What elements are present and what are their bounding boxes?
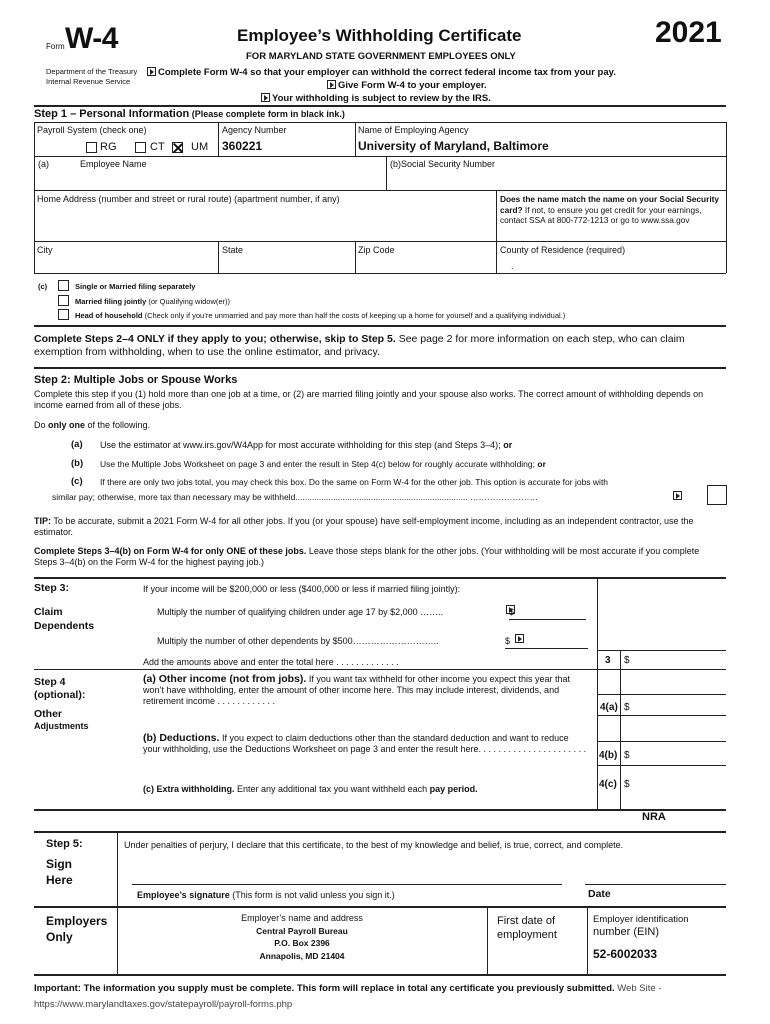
divider: [34, 105, 726, 107]
step2-heading: Step 2: Multiple Jobs or Spouse Works: [34, 374, 238, 386]
step4c-bold: (c) Extra withholding.: [143, 784, 235, 794]
ein-label-line-1: Employer identification: [593, 914, 689, 925]
total-line: Add the amounts above and enter the total here . . . . . . . . . . . . .: [143, 657, 399, 667]
employers-title-1: Employers: [46, 914, 108, 928]
skip-notice: [34, 333, 724, 359]
divider: [34, 325, 726, 327]
step4b-body: If you expect to claim deductions other than the standard deduction and want to reduce your withholding, use the Deductions Worksheet on page 3 and enter the result here. . . . . . . . . . . . . . . . . . . . . .: [143, 733, 587, 754]
step4b-bold: (b) Deductions.: [143, 732, 220, 744]
step5-label: [46, 838, 83, 850]
complete-steps-text: Leave those steps blank for the other jobs. (Your withholding will be most accurate if you complete Steps 3–4(b) on the Form W-4 for the highest paying job.): [34, 546, 700, 567]
divider: [34, 809, 726, 811]
arrow-icon: [327, 80, 336, 89]
first-date-line-2: employment: [497, 929, 557, 941]
state-label: State: [222, 245, 244, 255]
signature-caption: [137, 890, 395, 901]
nra-label: NRA: [642, 811, 666, 823]
option-b-label: (b): [71, 458, 84, 469]
employer-address-line: P.O. Box 2396: [274, 938, 330, 948]
divider: [34, 367, 726, 369]
divider: [34, 577, 726, 579]
footer-important: [34, 981, 724, 1013]
step5-label-text: Step 5:: [46, 838, 83, 850]
employer-city-line: Annapolis, MD 21404: [259, 950, 345, 961]
instruction-text: Complete Form W-4 so that your employer can withhold the correct federal income tax from your pay.: [158, 67, 616, 78]
other-dependents-line: Multiply the number of other dependents by $500………………………..: [157, 636, 439, 646]
payroll-rg-checkbox[interactable]: [86, 142, 97, 153]
option-b-text: Use the Multiple Jobs Worksheet on page 3 and enter the result in Step 4(c) below for roughly accurate withholding;: [100, 459, 536, 469]
step1-heading-row: [34, 108, 345, 120]
divider: [34, 190, 726, 191]
ein-label: [593, 913, 689, 939]
step1-heading-note: (Please complete form in black ink.): [191, 109, 345, 119]
divider: [587, 906, 588, 974]
divider: [34, 122, 726, 123]
option-b: [100, 459, 546, 470]
zip-label: Zip Code: [358, 245, 395, 255]
do-only-post: of the following.: [85, 420, 151, 430]
box-4a-label: 4(a): [600, 702, 618, 713]
agency-number-label: Agency Number: [222, 125, 287, 135]
instruction-1: [147, 67, 616, 78]
payroll-ct-label: CT: [150, 141, 165, 153]
income-line: If your income will be $200,000 or less ($400,000 or less if married filing jointly):: [143, 584, 461, 594]
step4-optional: (optional):: [34, 689, 86, 701]
step5-title-2: Here: [46, 873, 73, 887]
ssa-note-bold: Does the name match the name on your Social Security card?: [500, 194, 720, 215]
other-dollar: $: [505, 636, 511, 646]
arrow-icon: [261, 93, 270, 102]
ein-label-line-2: number (EIN): [593, 926, 660, 938]
filing-married-checkbox[interactable]: [58, 295, 69, 306]
footer-important-text: Important: The information you supply must be complete. This form will replace in total any certificate you previously submitted.: [34, 983, 615, 994]
box-4a-dollar[interactable]: $: [624, 702, 630, 713]
divider: [355, 122, 356, 156]
option-a-or: or: [503, 440, 513, 450]
county-label: County of Residence (required): [500, 245, 626, 255]
option-c-label: (c): [71, 476, 83, 487]
footer-website[interactable]: Web Site - https://www.marylandtaxes.gov/statepayroll/payroll-forms.php: [34, 983, 662, 1010]
children-line: Multiply the number of qualifying children under age 17 by $2,000 ……..: [157, 607, 444, 617]
perjury-statement: Under penalties of perjury, I declare that this certificate, to the best of my knowledge and belief, is true, correct, and complete.: [124, 840, 624, 850]
step3-title-2: Dependents: [34, 620, 95, 632]
field-a-label: (a): [38, 159, 49, 169]
instruction-3: [261, 93, 491, 104]
form-year: 2021: [655, 16, 722, 49]
divider: [34, 273, 726, 274]
children-amount-line[interactable]: [509, 619, 586, 620]
step4c-body-bold: pay period.: [429, 784, 478, 794]
payroll-um-label: UM: [191, 141, 209, 153]
divider: [487, 906, 488, 974]
employers-title-2: Only: [46, 930, 73, 944]
ein-value[interactable]: 52-6002033: [593, 947, 658, 961]
tip-text: To be accurate, submit a 2021 Form W-4 for all other jobs. If you (or your spouse) have self-employment income, including as an independent contractor, use the estimator.: [34, 516, 694, 537]
option-a-label: (a): [71, 439, 83, 450]
box-4b-label: 4(b): [599, 750, 618, 761]
home-address-label: Home Address (number and street or rural route) (apartment number, if any): [37, 194, 340, 204]
divider: [597, 715, 726, 716]
step2-do-only: [34, 420, 150, 431]
date-label: Date: [588, 888, 611, 900]
divider: [597, 577, 598, 809]
filing-hoh-note: (Check only if you’re unmarried and pay more than half the costs of keeping up a home for yourself and a qualifying individual.): [144, 311, 566, 320]
filing-married-note: (or Qualifying widow(er)): [148, 297, 231, 306]
step1-heading: Step 1 – Personal Information: [34, 108, 190, 120]
signature-line[interactable]: [132, 884, 562, 885]
form-title: Employee’s Withholding Certificate: [237, 26, 522, 45]
tip-label: TIP:: [34, 516, 51, 526]
step4a-body: If you want tax withheld for other income you expect this year that won’t have withholding, enter the amount of other income here. This may include interest, dividends, and retirement income . . . . . . . . . . . .: [143, 674, 570, 706]
step4c-text: [143, 784, 478, 795]
divider: [597, 694, 726, 695]
box-4b-dollar[interactable]: $: [624, 750, 630, 761]
option-a: [100, 440, 512, 451]
county-value[interactable]: .: [511, 261, 514, 271]
do-only-pre: Do: [34, 420, 49, 430]
form-label: Form: [46, 42, 65, 51]
date-line[interactable]: [585, 884, 726, 885]
payroll-rg-label: RG: [100, 141, 117, 153]
filing-hoh-row: [75, 311, 565, 320]
step4-title-1: Other: [34, 708, 63, 720]
filing-hoh-checkbox[interactable]: [58, 309, 69, 320]
signature-note: (This form is not valid unless you sign it.): [232, 890, 395, 900]
children-dollar: $: [509, 607, 515, 617]
step4-title-2: Adjustments: [34, 721, 89, 731]
form-subtitle: FOR MARYLAND STATE GOVERNMENT EMPLOYEES ONLY: [246, 51, 516, 62]
payroll-ct-checkbox[interactable]: [135, 142, 146, 153]
first-date-label: [497, 914, 557, 942]
divider: [355, 241, 356, 273]
option-b-or: or: [537, 459, 546, 469]
step3-title-1: Claim: [34, 606, 63, 618]
divider: [597, 650, 726, 651]
department-line: Department of the Treasury: [46, 67, 138, 76]
ssa-note-text: If not, to ensure you get credit for your earnings, contact SSA at 800-772-1213 or go to www.ssa.gov: [500, 204, 702, 225]
step4a-text: [143, 674, 588, 707]
instruction-2: [327, 80, 487, 91]
step4b-text: [143, 733, 588, 755]
department-block: [46, 67, 137, 86]
option-a-text: Use the estimator at www.irs.gov/W4App for most accurate withholding for this step (and Steps 3–4);: [100, 440, 501, 450]
arrow-icon: [147, 67, 156, 76]
divider: [34, 122, 35, 273]
divider: [496, 241, 726, 242]
divider: [726, 122, 727, 273]
agency-number-value[interactable]: 360221: [222, 139, 263, 153]
tip: [34, 516, 724, 538]
city-label: City: [37, 245, 53, 255]
divider: [597, 765, 726, 766]
instruction-text: Your withholding is subject to review by the IRS.: [272, 93, 491, 104]
step2-intro: Complete this step if you (1) hold more than one job at a time, or (2) are married filing jointly and your spouse also works. The correct amount of withholding depends on income earned from all of these jobs.: [34, 389, 704, 410]
step5-title-1: Sign: [46, 857, 72, 871]
payroll-system-label: Payroll System (check one): [37, 125, 147, 135]
department-line: Internal Revenue Service: [46, 76, 131, 86]
divider: [218, 241, 219, 273]
skip-notice-bold: Complete Steps 2–4 ONLY if they apply to you; otherwise, skip to Step 5.: [34, 333, 396, 345]
complete-steps-bold: Complete Steps 3–4(b) on Form W-4 for only ONE of these jobs.: [34, 546, 307, 556]
employee-name-label: Employee Name: [80, 159, 147, 169]
two-jobs-checkbox[interactable]: [707, 485, 727, 505]
field-c-label: (c): [38, 282, 48, 291]
other-amount-line[interactable]: [505, 648, 588, 649]
filing-married-row: [75, 297, 230, 306]
divider: [597, 741, 726, 742]
divider: [34, 974, 726, 976]
employer-name-label: Employer’s name and address: [241, 913, 363, 923]
option-c-text1: If there are only two jobs total, you may check this box. Do the same on Form W-4 for the other job. This option is accurate for jobs with: [100, 477, 609, 487]
divider: [34, 241, 496, 242]
complete-steps-note: [34, 546, 724, 568]
box-4c-dollar[interactable]: $: [624, 779, 630, 790]
divider: [34, 906, 726, 908]
arrow-icon: [673, 491, 682, 500]
employer-name-block: [117, 912, 487, 962]
ssa-note: [500, 194, 724, 226]
divider: [34, 669, 726, 670]
step3-label: Step 3:: [34, 582, 70, 594]
divider: [34, 831, 726, 833]
divider: [117, 831, 118, 909]
divider: [620, 650, 621, 809]
skip-notice-text: See page 2 for more information on each step, who can claim exemption from withholding, when to use the online estimator, and privacy.: [34, 333, 685, 358]
filing-married-label: Married filing jointly: [75, 297, 147, 306]
box-3-label: 3: [605, 655, 611, 666]
payroll-um-checkbox[interactable]: [172, 142, 183, 153]
filing-single-checkbox[interactable]: [58, 280, 69, 291]
box-3-dollar[interactable]: $: [624, 655, 630, 666]
divider: [218, 122, 219, 156]
box-4c-label: 4(c): [599, 779, 617, 790]
filing-hoh-label: Head of household: [75, 311, 143, 320]
step4-label: Step 4: [34, 676, 66, 688]
divider: [34, 156, 726, 157]
employer-name-line: Central Payroll Bureau: [256, 925, 348, 936]
option-c-text2: similar pay; otherwise, more tax than necessary may be withheld......................................................................... ……………………: [52, 492, 539, 502]
form-number: W-4: [65, 22, 118, 55]
arrow-icon: [515, 634, 524, 643]
step4a-bold: (a) Other income (not from jobs).: [143, 673, 307, 685]
first-date-line-1: First date of: [497, 915, 556, 927]
agency-name-value[interactable]: University of Maryland, Baltimore: [358, 139, 549, 153]
instruction-text: Give Form W-4 to your employer.: [338, 80, 487, 91]
signature-label: Employee’s signature: [137, 890, 230, 900]
filing-single-label: Single or Married filing separately: [75, 282, 196, 291]
divider: [386, 156, 387, 190]
do-only-bold: only one: [48, 420, 86, 430]
step4c-body: Enter any additional tax you want withheld each: [237, 784, 428, 794]
agency-name-label: Name of Employing Agency: [358, 125, 469, 135]
ssn-label: (b)Social Security Number: [390, 159, 496, 169]
divider: [496, 190, 497, 273]
